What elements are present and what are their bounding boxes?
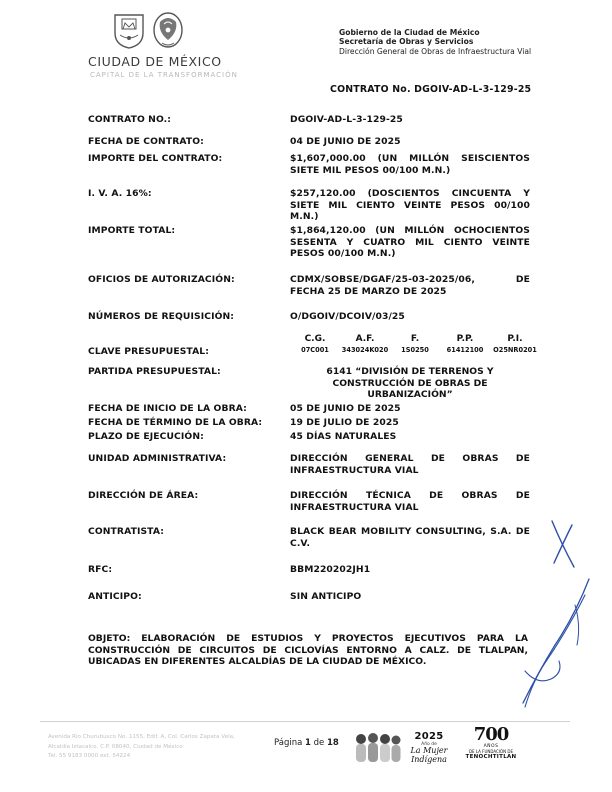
clave-value-cg: 07C001 xyxy=(301,346,329,354)
gov-line-3: Dirección General de Obras de Infraestructura Vial xyxy=(339,46,532,56)
partida-label: PARTIDA PRESUPUESTAL: xyxy=(88,366,221,377)
page-current: 1 xyxy=(305,738,311,748)
contratista-label: CONTRATISTA: xyxy=(88,526,164,537)
year-logo-sub2: La Mujer xyxy=(410,746,448,755)
page-prefix: Página xyxy=(274,738,303,748)
signature-mark xyxy=(515,575,595,715)
gov-line-2: Secretaría de Obras y Servicios xyxy=(339,37,474,47)
importe-total-value: $1,864,120.00 (UN MILLÓN OCHOCIENTOS SESENTA Y CUATRO MIL CIENTO VEINTE PESOS 00/100 M.N.) xyxy=(290,225,530,260)
clave-header-pp: P.P. xyxy=(456,334,474,344)
clave-header-cg: C.G. xyxy=(304,334,326,344)
requisicion-value: O/DGOIV/DCOIV/03/25 xyxy=(290,311,405,322)
address-line-3: Tel. 55 9183 0000 ext. 54224 xyxy=(48,753,131,759)
direccion-value: DIRECCIÓN TÉCNICA DE OBRAS DE INFRAESTRUCTURA VIAL xyxy=(290,490,530,513)
fecha-contrato-value: 04 DE JUNIO DE 2025 xyxy=(290,136,401,147)
anniversary-line-1: AÑOS xyxy=(483,744,499,749)
page-number xyxy=(274,738,339,748)
address-line-2: Alcaldía Iztacalco, C.P. 08040, Ciudad de México xyxy=(48,743,183,750)
objeto-paragraph: OBJETO: ELABORACIÓN DE ESTUDIOS Y PROYECTOS EJECUTIVOS PARA LA CONSTRUCCIÓN DE CIRCUITOS DE CICLOVÍAS ENTORNO A CALZ. DE TLALPAN, UBICADAS EN DIFERENTES ALCALDÍAS DE LA CIUDAD DE MÉXICO. xyxy=(88,633,528,668)
cdmx-emblem-icon xyxy=(150,10,186,50)
inicio-label: FECHA DE INICIO DE LA OBRA: xyxy=(88,403,247,414)
footer-divider xyxy=(40,721,570,722)
cdmx-coat-of-arms-icon xyxy=(113,13,145,49)
importe-label: IMPORTE DEL CONTRATO: xyxy=(88,153,223,164)
iva-value: $257,120.00 (DOSCIENTOS CINCUENTA Y SIETE MIL CIENTO VEINTE PESOS 00/100 M.N.) xyxy=(290,188,530,223)
gov-line-1: Gobierno de la Ciudad de México xyxy=(339,28,480,37)
importe-total-label: IMPORTE TOTAL: xyxy=(88,225,176,236)
clave-presupuestal-grid xyxy=(290,334,540,354)
termino-value: 19 DE JULIO DE 2025 xyxy=(290,417,399,428)
page-of: de xyxy=(313,738,325,748)
year-logo xyxy=(407,731,451,764)
termino-label: FECHA DE TÉRMINO DE LA OBRA: xyxy=(88,417,263,428)
contract-heading: CONTRATO No. DGOIV-AD-L-3-129-25 xyxy=(330,84,532,95)
anniversary-line-2: DE LA FUNDACIÓN DE xyxy=(468,749,514,754)
anniversary-number: 700 xyxy=(473,724,509,745)
clave-header-f: F. xyxy=(410,334,420,344)
clave-header-af: A.F. xyxy=(355,334,375,344)
unidad-label: UNIDAD ADMINISTRATIVA: xyxy=(88,453,227,464)
anticipo-label: ANTICIPO: xyxy=(88,591,142,602)
clave-value-f: 1S0250 xyxy=(401,346,429,354)
logo-city-name: CIUDAD DE MÉXICO xyxy=(88,54,222,69)
logo-tagline: CAPITAL DE LA TRANSFORMACIÓN xyxy=(90,71,238,79)
direccion-label: DIRECCIÓN DE ÁREA: xyxy=(88,490,199,501)
clave-label: CLAVE PRESUPUESTAL: xyxy=(88,346,210,357)
year-logo-sub3: Indígena xyxy=(411,754,447,764)
partida-value: 6141 “DIVISIÓN DE TERRENOS Y CONSTRUCCIÓN DE OBRAS DE URBANIZACIÓN” xyxy=(326,366,494,401)
clave-header-pi: P.I. xyxy=(507,334,523,344)
government-header xyxy=(339,28,531,56)
inicio-value: 05 DE JUNIO DE 2025 xyxy=(290,403,401,414)
anniversary-logo xyxy=(460,726,522,760)
women-illustration-icon xyxy=(353,730,403,764)
page-total: 18 xyxy=(326,738,339,748)
year-logo-number: 2025 xyxy=(414,731,444,742)
anniversary-line-3: TENOCHTITLAN xyxy=(465,754,517,760)
contrato-value: DGOIV-AD-L-3-129-25 xyxy=(290,114,403,125)
plazo-label: PLAZO DE EJECUCIÓN: xyxy=(88,431,204,442)
importe-value: $1,607,000.00 (UN MILLÓN SEISCIENTOS SIETE MIL PESOS 00/100 M.N.) xyxy=(290,153,530,176)
iva-label: I. V. A. 16%: xyxy=(88,188,152,199)
clave-value-pp: 61412100 xyxy=(446,346,484,354)
anticipo-value: SIN ANTICIPO xyxy=(290,591,362,602)
plazo-value: 45 DÍAS NATURALES xyxy=(290,431,397,442)
oficios-label: OFICIOS DE AUTORIZACIÓN: xyxy=(88,274,235,285)
oficios-de: DE xyxy=(515,274,530,285)
contratista-value: BLACK BEAR MOBILITY CONSULTING, S.A. DE C.V. xyxy=(290,526,530,549)
requisicion-label: NÚMEROS DE REQUISICIÓN: xyxy=(88,311,235,322)
rfc-label: RFC: xyxy=(88,564,113,575)
initial-mark xyxy=(548,515,578,575)
address-line-1: Avenida Río Churubusco No. 1155, Edif. A, Col. Carlos Zapata Vela, xyxy=(48,734,235,740)
footer-address xyxy=(48,733,235,762)
year-logo-sub1: Año de xyxy=(421,742,437,747)
clave-value-af: 343024K020 xyxy=(341,346,389,354)
fecha-contrato-label: FECHA DE CONTRATO: xyxy=(88,136,204,147)
clave-value-pi: O25NR0201 xyxy=(493,346,537,354)
unidad-value: DIRECCIÓN GENERAL DE OBRAS DE INFRAESTRUCTURA VIAL xyxy=(290,453,530,476)
oficios-value xyxy=(290,274,530,297)
oficios-date: FECHA 25 DE MARZO DE 2025 xyxy=(290,285,447,297)
oficios-number: CDMX/SOBSE/DGAF/25-03-2025/06, xyxy=(290,274,475,285)
rfc-value: BBM220202JH1 xyxy=(290,564,371,575)
contrato-label: CONTRATO NO.: xyxy=(88,114,172,125)
